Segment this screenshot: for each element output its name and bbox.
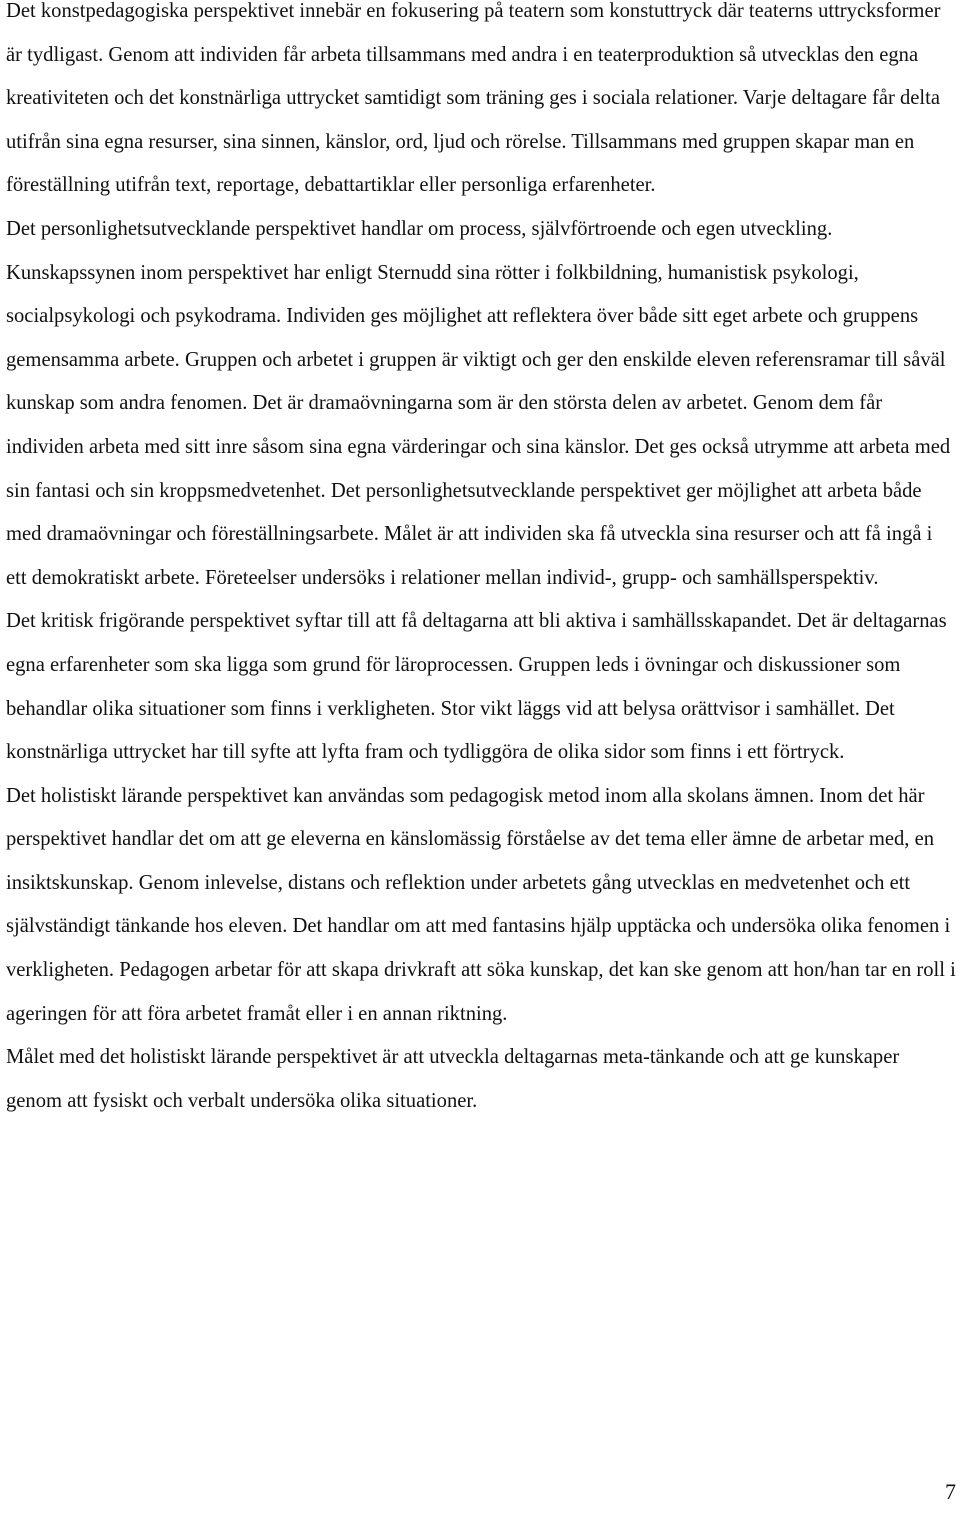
- paragraph-konstpedagogiska: Det konstpedagogiska perspektivet innebär en fokusering på teatern som konstuttryck där teaterns uttrycksformer är tydligast. Genom att individen får arbeta tillsammans med andra i en teaterproduktion så utvecklas den egna kreativiteten och det konstnärliga uttrycket samtidigt som träning ges i sociala relationer. Varje deltagare får delta utifrån sina egna resurser, sina sinnen, känslor, ord, ljud och rörelse. Tillsammans med gruppen skapar man en föreställning utifrån text, reportage, debattartiklar eller personliga erfarenheter.: [6, 0, 941, 197]
- paragraph-malet: Målet med det holistiskt lärande perspektivet är att utveckla deltagarnas meta-tänkande och att ge kunskaper genom att fysiskt och verbalt undersöka olika situationer.: [6, 1046, 900, 1112]
- document-page: [6, 0, 956, 1123]
- paragraph-kritisk-frigorande: Det kritisk frigörande perspektivet syftar till att få deltagarna att bli aktiva i samhällsskapandet. Det är deltagarnas egna erfarenheter som ska ligga som grund för läroprocessen. Gruppen leds i övningar och diskussioner som behandlar olika situationer som finns i verkligheten. Stor vikt läggs vid att belysa orättvisor i samhället. Det konstnärliga uttrycket har till syfte att lyfta fram och tydliggöra de olika sidor som finns i ett förtryck.: [6, 610, 947, 764]
- paragraph-holistiskt-larande: Det holistiskt lärande perspektivet kan användas som pedagogisk metod inom alla skolans ämnen. Inom det här perspektivet handlar det om att ge eleverna en känslomässig förståelse av det tema eller ämne de arbetar med, en insiktskunskap. Genom inlevelse, distans och reflektion under arbetets gång utvecklas en medvetenhet och ett självständigt tänkande hos eleven. Det handlar om att med fantasins hjälp upptäcka och undersöka olika fenomen i verkligheten. Pedagogen arbetar för att skapa drivkraft att söka kunskap, det kan ske genom att hon/han tar en roll i ageringen för att föra arbetet framåt eller i en annan riktning.: [6, 784, 956, 1025]
- page-number: 7: [945, 1479, 956, 1504]
- paragraph-personlighetsutvecklande: Det personlighetsutvecklande perspektivet handlar om process, självförtroende och egen utveckling. Kunskapssynen inom perspektivet har enligt Sternudd sina rötter i folkbildning, humanistisk psykologi, socialpsykologi och psykodrama. Individen ges möjlighet att reflektera över både sitt eget arbete och gruppens gemensamma arbete. Gruppen och arbetet i gruppen är viktigt och ger den enskilde eleven referensramar till såväl kunskap som andra fenomen. Det är dramaövningarna som är den största delen av arbetet. Genom dem får individen arbeta med sitt inre såsom sina egna värderingar och sina känslor. Det ges också utrymme att arbeta med sin fantasi och sin kroppsmedvetenhet. Det personlighetsutvecklande perspektivet ger möjlighet att arbeta både med dramaövningar och föreställningsarbete. Målet är att individen ska få utveckla sina resurser och att få ingå i ett demokratiskt arbete. Företeelser undersöks i relationer mellan individ-, grupp- och samhällsperspektiv.: [6, 217, 951, 589]
